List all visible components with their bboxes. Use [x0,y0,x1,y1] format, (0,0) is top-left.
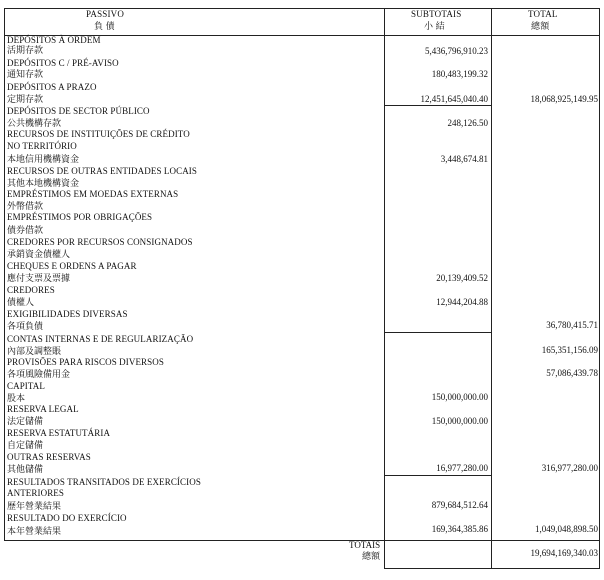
row-label: EXIGIBILIDADES DIVERSAS [7,309,128,319]
subtotal-value: 150,000,000.00 [431,392,488,402]
subtotal-rule [384,332,491,333]
subtotal-value: 5,436,796,910.23 [425,46,488,56]
total-value: 316,977,280.00 [541,463,598,473]
row-label: RESERVA ESTATUTÁRIA [7,428,111,438]
row-label: CAPITAL [7,381,45,391]
row-label: PROVISÕES PARA RISCOS DIVERSOS [7,357,164,367]
row-label-zh: 應付支票及票據 [7,273,71,283]
row-label: CONTAS INTERNAS E DE REGULARIZAÇÃO [7,334,194,344]
totals-divider [4,540,600,541]
row-label-zh: 股本 [7,393,26,403]
row-label: DEPÓSITOS À ORDEM [7,35,101,45]
total-value: 36,780,415.71 [546,320,598,330]
row-label-zh: 其他儲備 [7,464,44,474]
row-label: EMPRÉSTIMOS POR OBRIGAÇÕES [7,212,153,222]
row-label-zh: 外幣借款 [7,201,44,211]
total-value: 165,351,156.09 [541,345,598,355]
totals-label-zh: 總額 [362,551,381,561]
row-label-zh: 內部及調整賬 [7,346,62,356]
bottom-border [384,568,600,569]
subtotal-value: 150,000,000.00 [431,416,488,426]
subtotal-value: 20,139,409.52 [436,273,488,283]
row-label-zh: 自定儲備 [7,440,44,450]
subtotal-value: 16,977,280.00 [436,463,488,473]
subtotal-rule [384,475,491,476]
row-label: RECURSOS DE OUTRAS ENTIDADES LOCAIS [7,166,198,176]
subtotal-value: 248,126.50 [447,118,488,128]
right-border [599,8,600,568]
subtotal-value: 180,483,199.32 [431,69,488,79]
row-label-zh: 歷年營業結果 [7,501,62,511]
row-label: DEPÓSITOS C / PRÉ-AVISO [7,58,119,68]
totals-label: TOTAIS [349,540,381,550]
row-label-cont: ANTERIORES [7,488,64,498]
row-label: RESULTADOS TRANSITADOS DE EXERCÍCIOS [7,477,201,487]
row-label-zh: 通知存款 [7,69,44,79]
row-label-zh: 承銷資金債權人 [7,249,71,259]
header-passivo-zh: 負 債 [94,21,115,31]
header-subtotais-zh: 小 結 [424,21,445,31]
row-label: RECURSOS DE INSTITUIÇÕES DE CRÉDITO [7,129,190,139]
row-label-zh: 本地信用機構資金 [7,154,80,164]
header-passivo: PASSIVO [86,9,125,19]
subtotal-value: 879,684,512.64 [431,500,488,510]
row-label-cont: NO TERRITÓRIO [7,141,77,151]
row-label: RESULTADO DO EXERCÍCIO [7,513,127,523]
subtotal-rule [384,105,491,106]
total-value: 1,049,048,898.50 [535,524,598,534]
row-label-zh: 各項風險備用金 [7,369,71,379]
row-label-zh: 債券借款 [7,225,44,235]
row-label: CREDORES POR RECURSOS CONSIGNADOS [7,237,193,247]
subtotal-value: 169,364,385.86 [431,524,488,534]
total-value: 18,068,925,149.95 [530,94,598,104]
subtotal-value: 3,448,674.81 [440,154,488,164]
header-total-zh: 總額 [531,21,550,31]
row-label: EMPRÉSTIMOS EM MOEDAS EXTERNAS [7,189,179,199]
row-label-zh: 本年營業結果 [7,526,62,536]
row-label: OUTRAS RESERVAS [7,452,91,462]
row-label-zh: 各項負債 [7,321,44,331]
col-divider-2 [491,8,492,568]
col-divider-1 [384,8,385,568]
subtotal-value: 12,944,204.88 [436,297,488,307]
row-label: CHEQUES E ORDENS A PAGAR [7,261,137,271]
grand-total-value: 19,694,169,340.03 [530,548,598,558]
row-label-zh: 活期存款 [7,45,44,55]
header-total: TOTAL [528,9,558,19]
row-label: DEPÓSITOS DE SECTOR PÚBLICO [7,106,150,116]
total-value: 57,086,439.78 [546,368,598,378]
subtotal-value: 12,451,645,040.40 [420,94,488,104]
row-label-zh: 公共機構存款 [7,118,62,128]
row-label-zh: 定期存款 [7,94,44,104]
row-label: CREDORES [7,285,55,295]
row-label-zh: 其他本地機構資金 [7,178,80,188]
row-label-zh: 債權人 [7,297,35,307]
row-label-zh: 法定儲備 [7,416,44,426]
row-label: RESERVA LEGAL [7,404,79,414]
row-label: DEPÓSITOS A PRAZO [7,82,97,92]
header-subtotais: SUBTOTAIS [411,9,462,19]
left-border [4,8,5,540]
